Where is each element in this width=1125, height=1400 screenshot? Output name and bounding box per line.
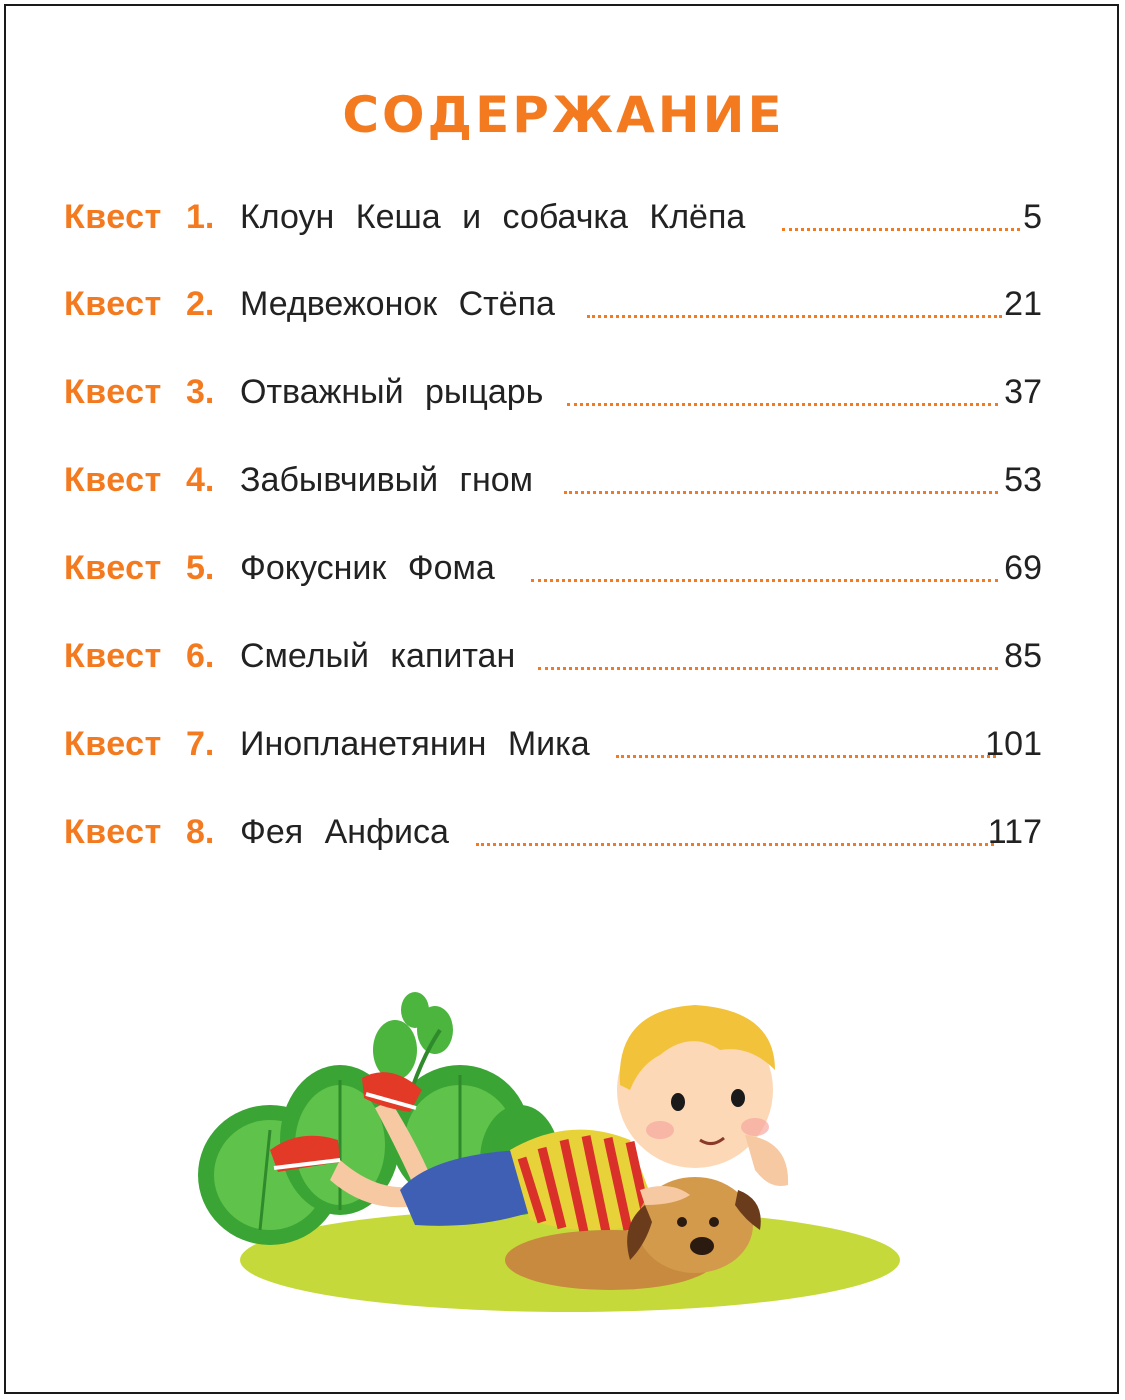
quest-label: Квест — [64, 198, 162, 236]
quest-title: Отважный рыцарь — [240, 373, 544, 411]
quest-label: Квест — [64, 549, 162, 587]
boy-hand-chin — [745, 1135, 788, 1186]
quest-label: Квест — [64, 373, 162, 411]
dot-leader — [587, 315, 1002, 318]
dot-leader — [531, 579, 998, 582]
quest-number: 1. — [186, 198, 215, 236]
quest-title: Клоун Кеша и собачка Клёпа — [240, 198, 746, 236]
toc-entry-8[interactable] — [64, 813, 1042, 861]
quest-label: Квест — [64, 461, 162, 499]
toc-entry-7[interactable] — [64, 725, 1042, 773]
dot-leader — [782, 228, 1020, 231]
quest-number: 4. — [186, 461, 215, 499]
quest-title: Фея Анфиса — [240, 813, 449, 851]
toc-entry-4[interactable] — [64, 461, 1042, 509]
quest-title: Инопланетянин Мика — [240, 725, 590, 763]
quest-number: 6. — [186, 637, 215, 675]
quest-title: Забывчивый гном — [240, 461, 533, 499]
toc-entry-5[interactable] — [64, 549, 1042, 597]
page-number: 85 — [1004, 637, 1042, 675]
page-number: 117 — [987, 813, 1042, 851]
quest-number: 2. — [186, 285, 215, 323]
toc-entry-3[interactable] — [64, 373, 1042, 421]
page-number: 101 — [985, 725, 1042, 763]
page-number: 5 — [1023, 198, 1042, 236]
page-number: 37 — [1004, 373, 1042, 411]
toc-entry-2[interactable] — [64, 285, 1042, 333]
quest-number: 3. — [186, 373, 215, 411]
page-title: СОДЕРЖАНИЕ — [342, 86, 785, 144]
dog-nose-icon — [690, 1237, 714, 1255]
dot-leader — [567, 403, 998, 406]
dot-leader — [476, 843, 994, 846]
page-number: 53 — [1004, 461, 1042, 499]
dot-leader — [564, 491, 998, 494]
quest-label: Квест — [64, 725, 162, 763]
quest-title: Фокусник Фома — [240, 549, 495, 587]
boy-head — [617, 1005, 788, 1186]
quest-number: 8. — [186, 813, 215, 851]
boy-and-dog-illustration — [190, 990, 910, 1330]
toc-entry-6[interactable] — [64, 637, 1042, 685]
quest-label: Квест — [64, 813, 162, 851]
toc-entry-1[interactable] — [64, 198, 1042, 246]
quest-number: 7. — [186, 725, 215, 763]
quest-label: Квест — [64, 637, 162, 675]
page-number: 69 — [1004, 549, 1042, 587]
page-number: 21 — [1004, 285, 1042, 323]
dot-leader — [538, 667, 998, 670]
dot-leader — [616, 755, 996, 758]
quest-number: 5. — [186, 549, 215, 587]
quest-title: Медвежонок Стёпа — [240, 285, 555, 323]
quest-label: Квест — [64, 285, 162, 323]
quest-title: Смелый капитан — [240, 637, 516, 675]
